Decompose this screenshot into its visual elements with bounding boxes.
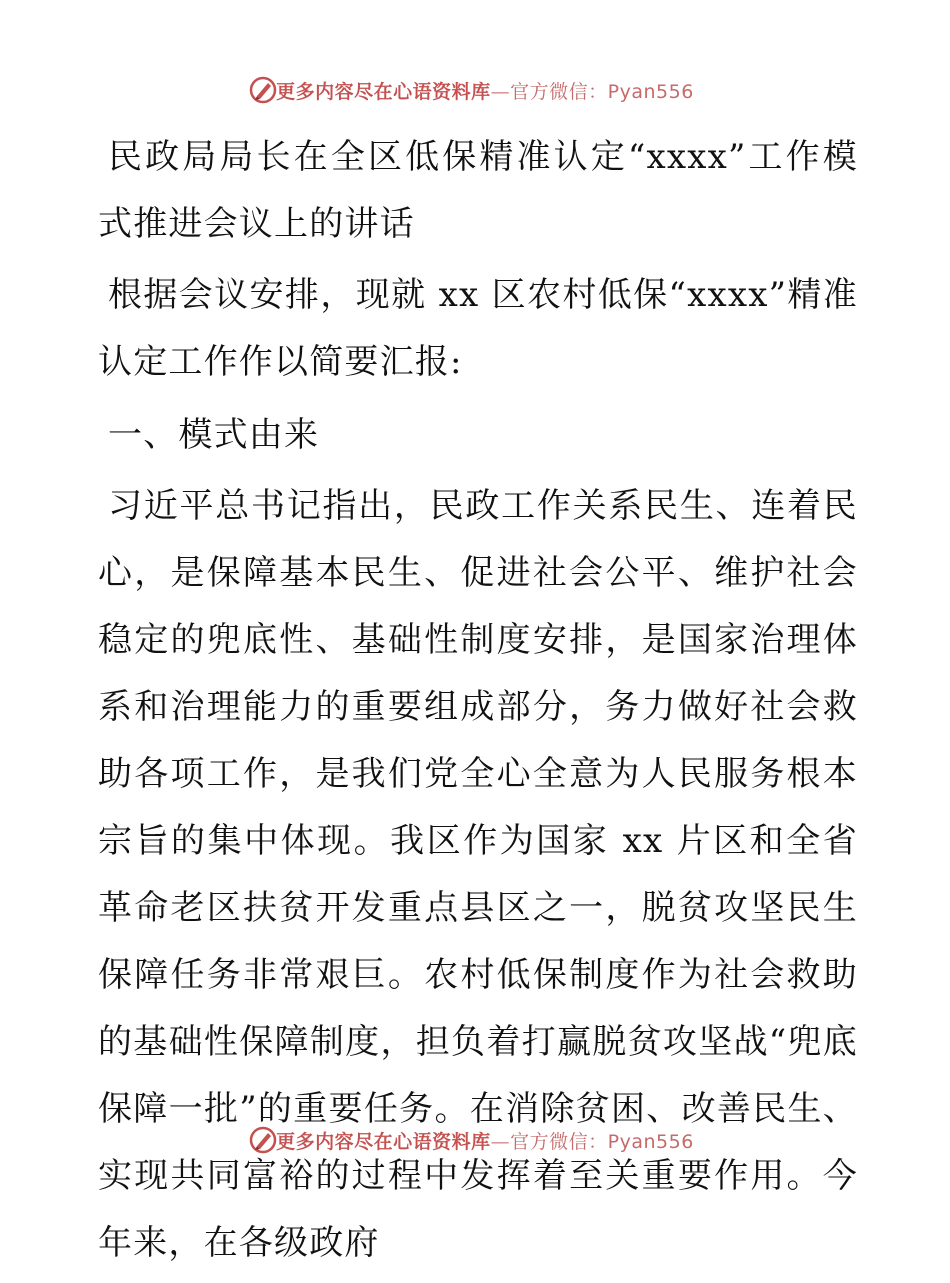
watermark-text: 更多内容尽在心语资料库—官方微信：Pyan556: [276, 1130, 694, 1153]
document-body: [98, 124, 858, 1283]
pen-logo-icon: [248, 75, 278, 105]
document-title: 民政局局长在全区低保精准认定“xxxx”工作模式推进会议上的讲话: [98, 137, 858, 244]
intro-paragraph: 根据会议安排，现就 xx 区农村低保“xxxx”精准认定工作作以简要汇报:: [98, 275, 858, 382]
section-heading: 一、模式由来: [108, 415, 320, 455]
watermark-footer: [0, 1120, 950, 1160]
watermark-text: 更多内容尽在心语资料库—官方微信：Pyan556: [276, 80, 694, 103]
watermark-header: [0, 70, 950, 110]
pen-logo-icon: [248, 1125, 278, 1155]
body-paragraph: 习近平总书记指出，民政工作关系民生、连着民心，是保障基本民生、促进社会公平、维护社会稳定的兜底性、基础性制度安排，是国家治理体系和治理能力的重要组成部分，务力做好社会救助各项工作，是我们党全心全意为人民服务根本宗旨的集中体现。我区作为国家 xx 片区和全省革命老区扶贫开发重点县区之一，脱贫攻坚民生保障任务非常艰巨。农村低保制度作为社会救助的基础性保障制度，担负着打赢脱贫攻坚战“兜底保障一批”的重要任务。在消除贫困、改善民生、实现共同富裕的过程中发挥着至关重要作用。今年来，在各级政府: [98, 486, 858, 1263]
